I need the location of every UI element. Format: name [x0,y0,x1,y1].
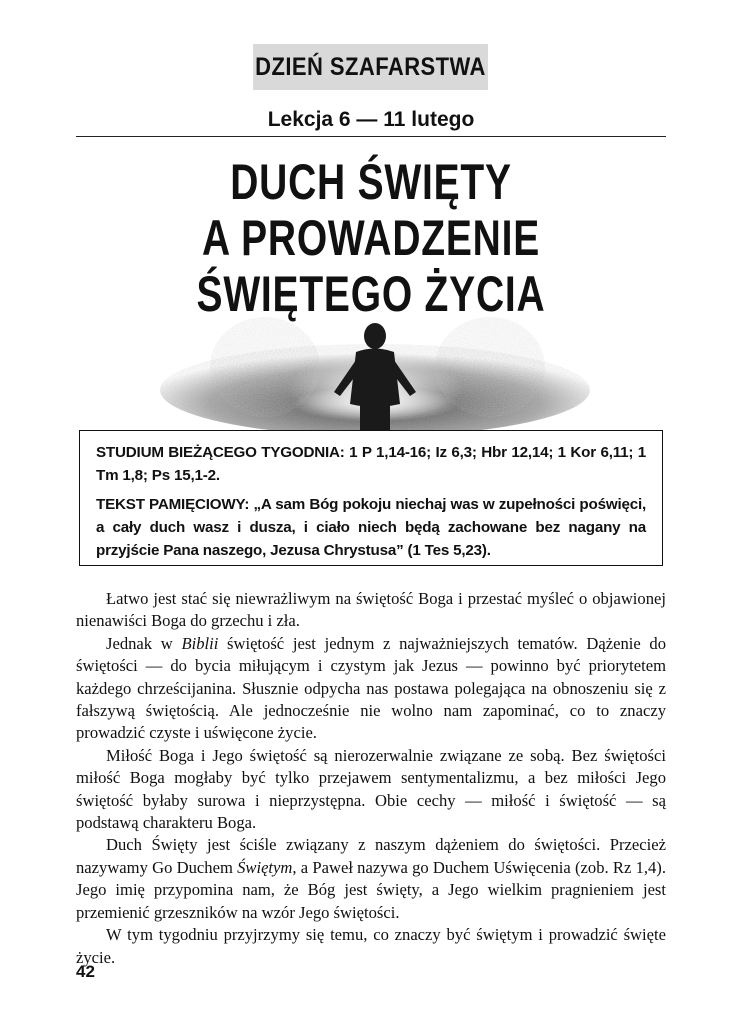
paragraph-4-emphasis: Świętym [237,857,293,877]
section-badge [253,44,488,90]
memory-verse-paragraph [96,493,646,562]
title-line-1: DUCH ŚWIĘTY [230,154,512,210]
page-title [82,154,661,322]
page-number: 42 [76,962,95,981]
paragraph-4 [76,834,666,924]
paragraph-2 [76,633,666,745]
memory-verse-text: „A sam Bóg pokoju niechaj was w zupełności poświęci, a cały duch wasz i dusza, i ciało niech będą zachowane bez nagany na przyjście Pana naszego, Jezusa Chrystusa” (1 Tes 5,23). [96,496,647,559]
praying-figure-illustration [160,312,590,430]
paragraph-2-start: Jednak w [106,633,182,653]
memory-verse-label: TEKST PAMIĘCIOWY: [96,496,250,513]
paragraph-4-start: Duch Święty jest ściśle związany z naszym dążeniem do świętości. Przecież nazywamy Go Duchem [76,835,666,877]
paragraph-2-emphasis: Biblii [181,633,219,653]
weekly-study-references: 1 P 1,14-16; Iz 6,3; Hbr 12,14; 1 Kor 6,11; 1 Tm 1,8; Ps 15,1-2. [96,444,646,484]
title-line-2: A PROWADZENIE [201,210,541,266]
weekly-study-paragraph [96,441,646,487]
weekly-study-label: STUDIUM BIEŻĄCEGO TYGODNIA: [96,444,345,461]
paragraph-3: Miłość Boga i Jego świętość są nierozerwalnie związane ze sobą. Bez świętości miłość Boga mogłaby być tylko przejawem sentymentalizmu, a bez miłości Jego świętość byłaby surowa i nieprzystępna. Obie cechy — miłość i świętość — są podstawą charakteru Boga. [76,745,666,833]
title-line-3: ŚWIĘTEGO ŻYCIA [196,266,546,322]
paragraph-5: W tym tygodniu przyjrzymy się temu, co znaczy być świętym i prowadzić święte życie. [76,925,666,967]
study-references-box [79,430,663,566]
paragraph-2-rest: świętość jest jednym z najważniejszych tematów. Dążenie do świętości — do bycia miłującym i czystym jak Jezus — powinno być priorytetem każdego chrześcijanina. Słusznie odpycha nas postawa polegająca na obnoszeniu się z fałszywą świętością. Ale jednocześnie nie wolno nam zapominać, co to znaczy prowadzić czyste i uświęcone życie. [76,633,666,743]
lesson-introduction [76,588,666,969]
paragraph-1: Łatwo jest stać się niewrażliwym na świętość Boga i przestać myśleć o objawionej nienawiści Boga do grzechu i zła. [76,589,666,631]
lesson-subtitle: Lekcja 6 — 11 lutego [267,108,475,131]
paragraph-4-rest: , a Paweł nazywa go Duchem Uświęcenia (zob. Rz 1,4). Jego imię przypomina nam, że Bóg jest święty, a Jego wielkim pragnieniem jest przemienić grzeszników na wzór Jego świętości. [76,857,666,922]
header-divider [76,136,666,137]
section-badge-label: DZIEŃ SZAFARSTWA [255,52,486,81]
